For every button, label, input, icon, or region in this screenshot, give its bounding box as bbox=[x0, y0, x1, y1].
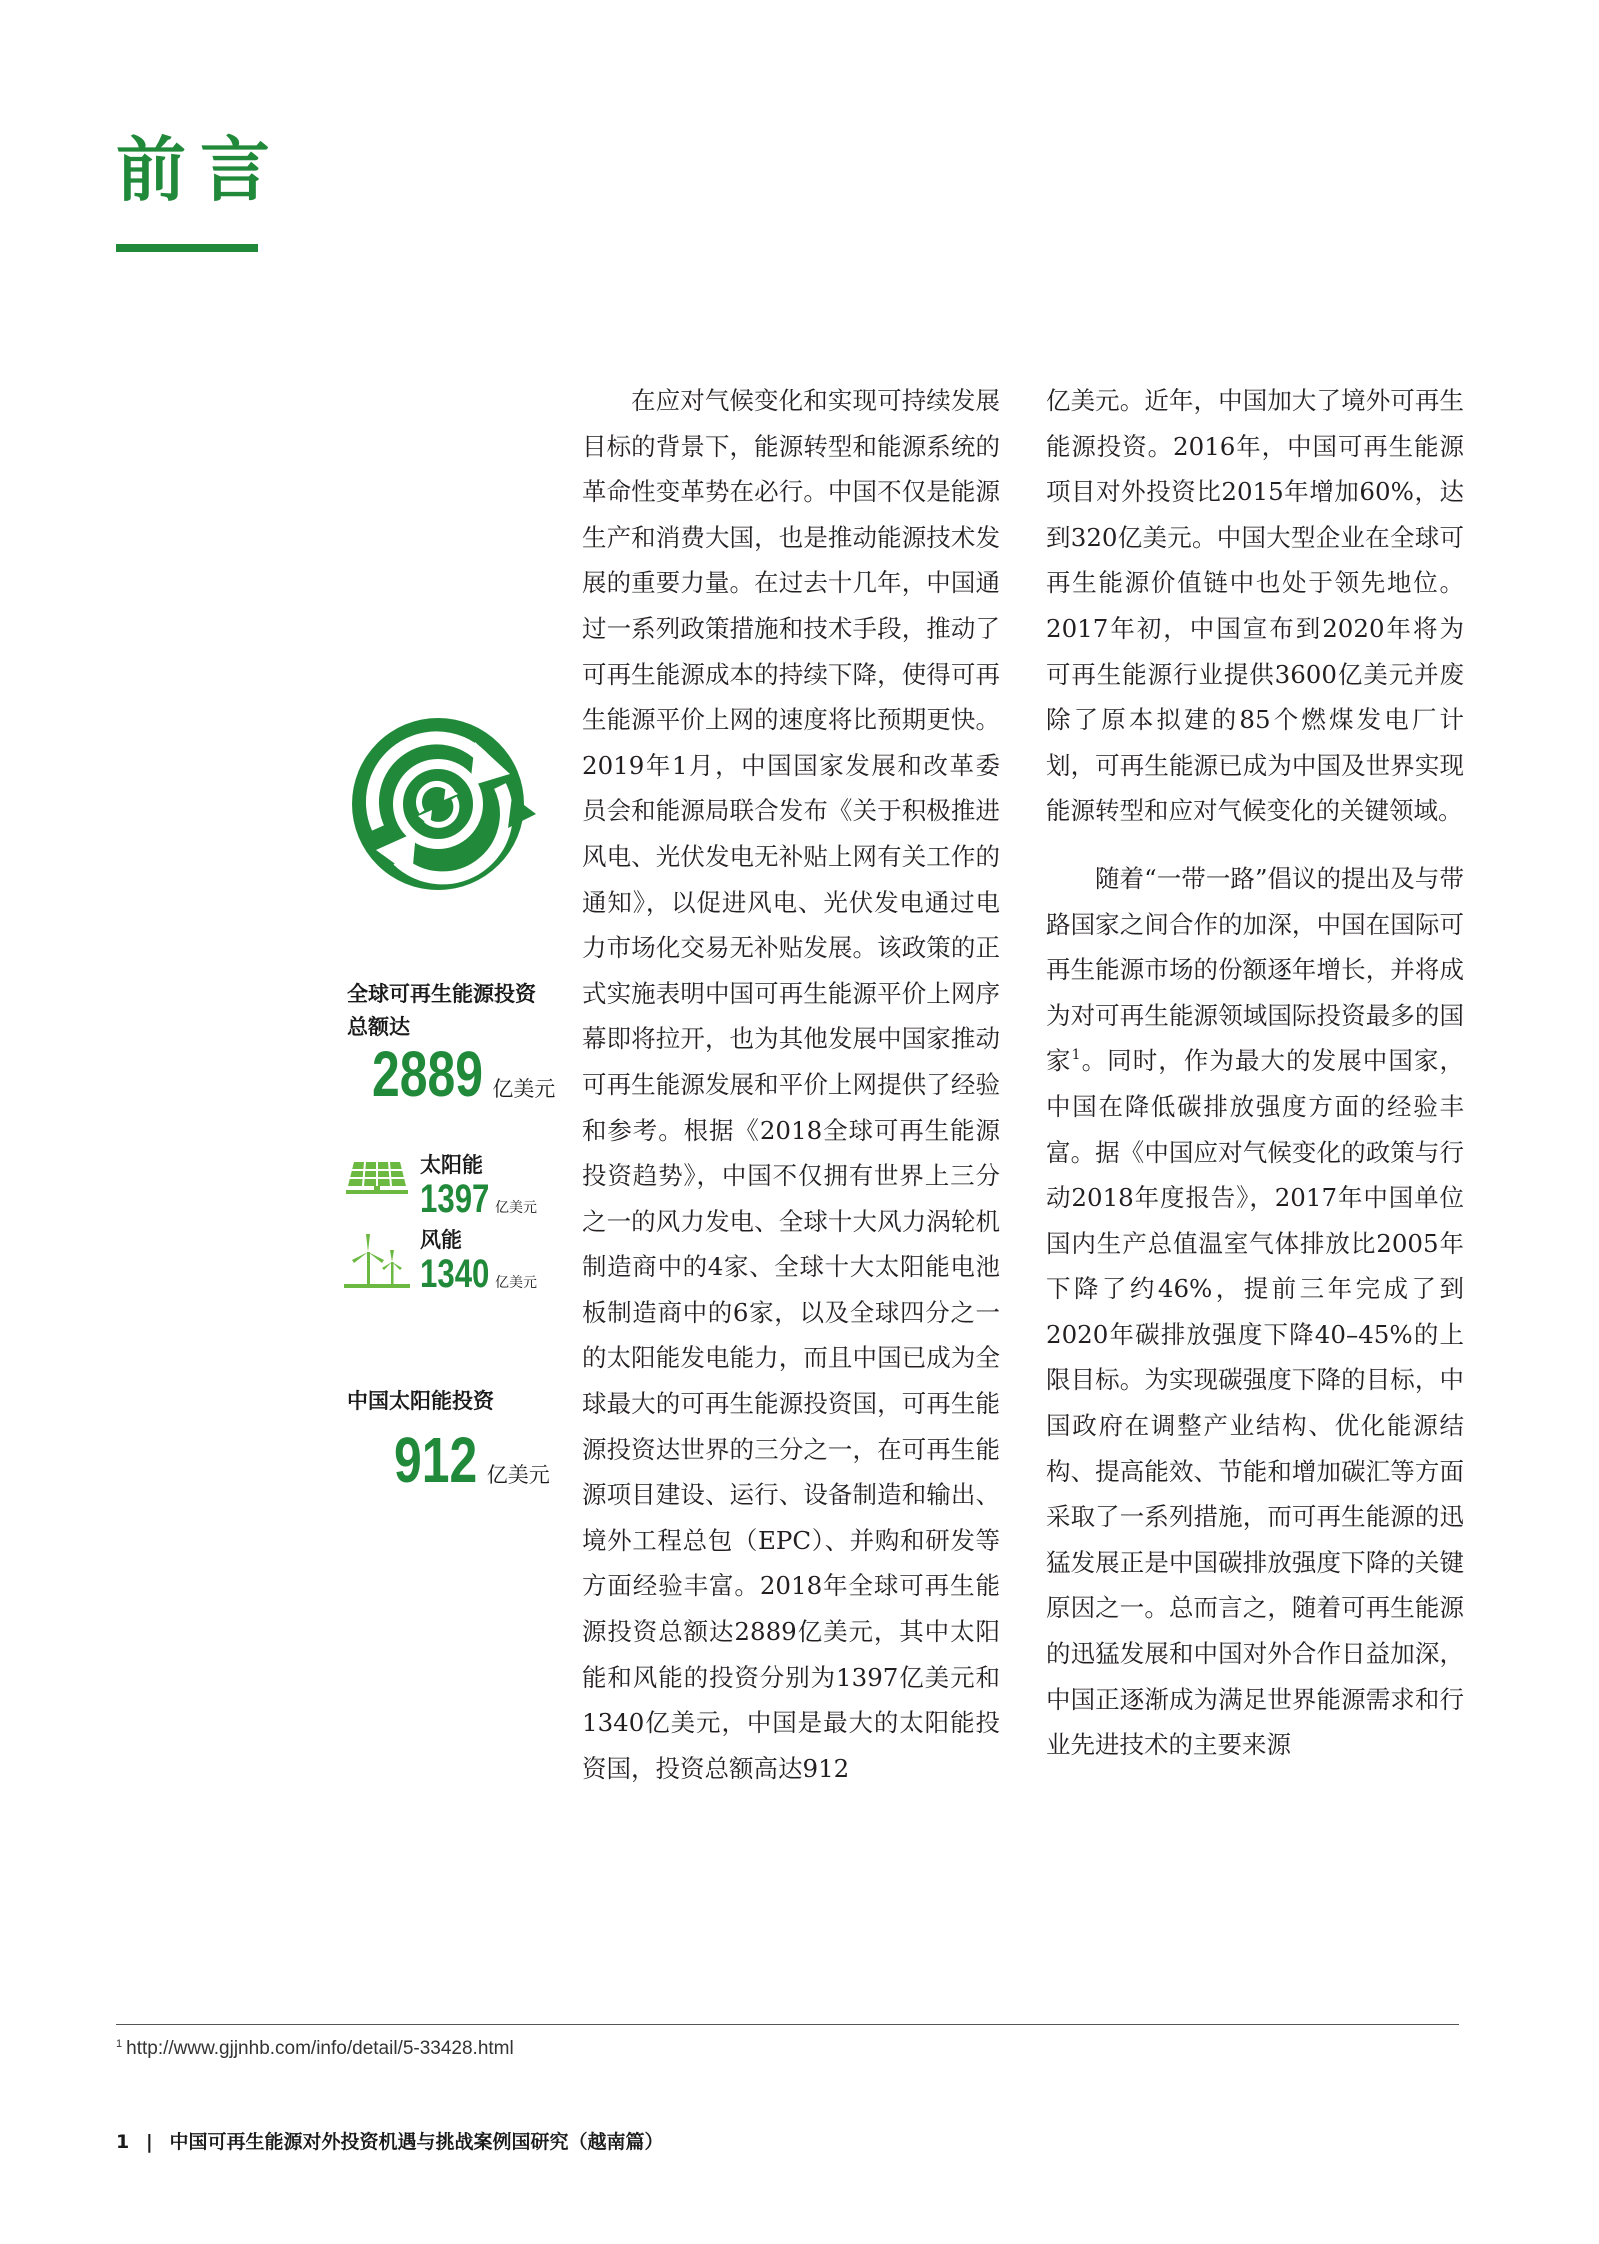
solar-value: 1397 bbox=[420, 1177, 490, 1221]
page-title: 前言 bbox=[116, 129, 284, 211]
recycle-circle-icon bbox=[340, 700, 540, 900]
footnote-divider bbox=[116, 2024, 1459, 2025]
solar-stat bbox=[420, 1152, 537, 1220]
solar-label: 太阳能 bbox=[420, 1153, 483, 1177]
china-solar-unit: 亿美元 bbox=[486, 1463, 550, 1487]
footnote bbox=[116, 2038, 514, 2060]
total-investment-unit: 亿美元 bbox=[492, 1077, 556, 1101]
wind-stat bbox=[420, 1227, 537, 1295]
solar-panel-icon bbox=[346, 1160, 408, 1200]
footnote-marker: 1 bbox=[116, 2038, 123, 2050]
paragraph: 随着“一带一路”倡议的提出及与带路国家之间合作的加深，中国在国际可再生能源市场的份额逐年增长，并将成为对可再生能源领域国际投资最多的国家$^1$。同时，作为最大的发展中国家，中国在降低碳排放强度方面的经验丰富。据《中国应对气候变化的政策与行动2018年度报告》，2017年中国单位国内生产总值温室气体排放比2005年下降了约46%，提前三年完成了到2020年碳排放强度下降40–45%的上限目标。为实现碳强度下降的目标，中国政府在调整产业结构、优化能源结构、提高能效、节能和增加碳汇等方面采取了一系列措施，而可再生能源的迅猛发展正是中国碳排放强度下降的关键原因之一。总而言之，随着可再生能源的迅猛发展和中国对外合作日益加深，中国正逐渐成为满足世界能源需求和行业先进技术的主要来源 bbox=[1046, 863, 1465, 1760]
paragraph: 在应对气候变化和实现可持续发展目标的背景下，能源转型和能源系统的革命性变革势在必行。中国不仅是能源生产和消费大国，也是推动能源技术发展的重要力量。在过去十几年，中国通过一系列政策措施和技术手段，推动了可再生能源成本的持续下降，使得可再生能源平价上网的速度将比预期更快。2019年1月，中国国家发展和改革委员会和能源局联合发布《关于积极推进风电、光伏发电无补贴上网有关工作的通知》，以促进风电、光伏发电通过电力市场化交易无补贴发展。该政策的正式实施表明中国可再生能源平价上网序幕即将拉开，也为其他发展中国家推动可再生能源发展和平价上网提供了经验和参考。根据《2018全球可再生能源投资趋势》，中国不仅拥有世界上三分之一的风力发电、全球十大风力涡轮机制造商中的4家、全球十大太阳能电池板制造商中的6家，以及全球四分之一的太阳能发电能力，而且中国已成为全球最大的可再生能源投资国，可再生能源投资达世界的三分之一，在可再生能源项目建设、运行、设备制造和输出、境外工程总包（EPC）、并购和研发等方面经验丰富。2018年全球可再生能源投资总额达2889亿美元，其中太阳能和风能的投资分别为1397亿美元和1340亿美元，中国是最大的太阳能投资国，投资总额高达912 bbox=[582, 386, 1000, 1783]
china-solar-stat bbox=[394, 1424, 550, 1496]
china-solar-label: 中国太阳能投资 bbox=[347, 1389, 494, 1413]
body-column-left bbox=[582, 378, 1000, 1791]
footnote-link[interactable]: http://www.gjjnhb.com/info/detail/5-33428.html bbox=[126, 2038, 514, 2059]
wind-value: 1340 bbox=[420, 1252, 490, 1296]
page-number: 1 bbox=[116, 2131, 130, 2153]
footnote-reference[interactable]: 1 bbox=[1071, 1047, 1081, 1064]
wind-turbine-icon bbox=[344, 1232, 410, 1290]
body-column-right bbox=[1046, 378, 1464, 1768]
title-underline bbox=[116, 244, 258, 252]
report-title: 中国可再生能源对外投资机遇与挑战案例国研究（越南篇） bbox=[169, 2131, 664, 2153]
footer-separator: | bbox=[145, 2131, 153, 2153]
total-investment-label: 全球可再生能源投资 总额达 bbox=[347, 982, 536, 1039]
solar-unit: 亿美元 bbox=[494, 1200, 537, 1216]
wind-unit: 亿美元 bbox=[494, 1275, 537, 1291]
paragraph: 亿美元。近年，中国加大了境外可再生能源投资。2016年，中国可再生能源项目对外投资比2015年增加60%，达到320亿美元。中国大型企业在全球可再生能源价值链中也处于领先地位。2017年初，中国宣布到2020年将为可再生能源行业提供3600亿美元并废除了原本拟建的85个燃煤发电厂计划，可再生能源已成为中国及世界实现能源转型和应对气候变化的关键领域。 bbox=[1046, 386, 1464, 826]
total-investment-stat bbox=[372, 1038, 556, 1110]
total-investment-value: 2889 bbox=[372, 1038, 484, 1110]
china-solar-value: 912 bbox=[394, 1424, 478, 1496]
wind-label: 风能 bbox=[420, 1228, 462, 1252]
page-footer bbox=[116, 2127, 663, 2154]
